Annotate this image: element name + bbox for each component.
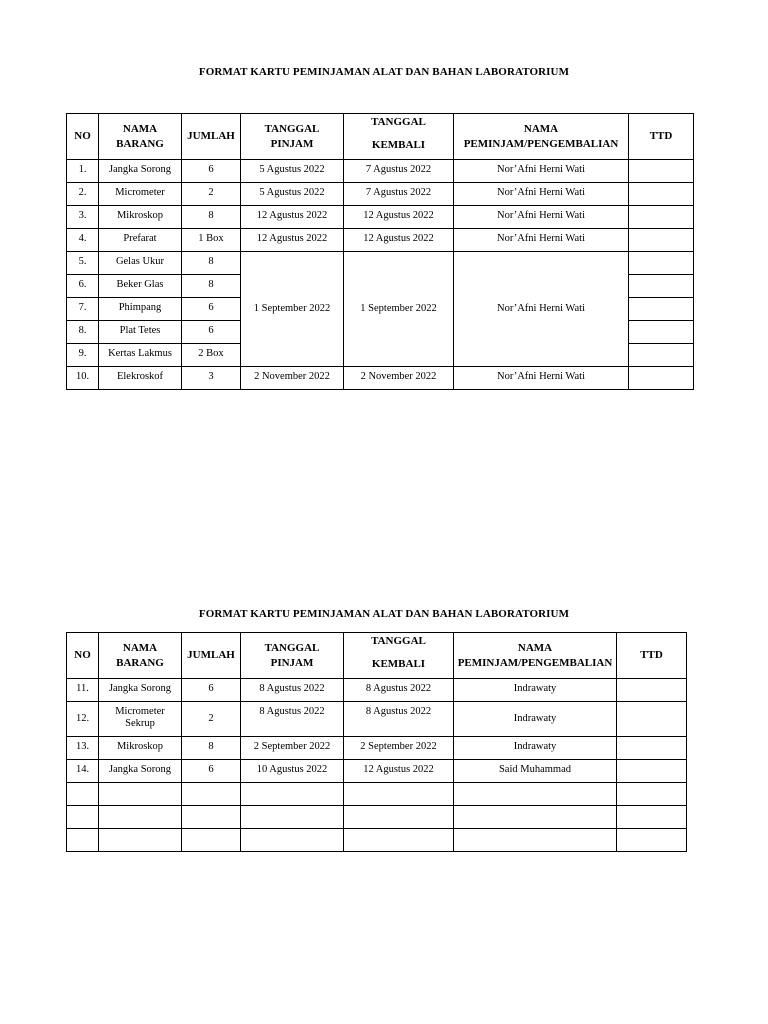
- header-nama-peminjam: NAMA PEMINJAM/PENGEMBALIAN: [454, 114, 629, 160]
- cell-no: 1.: [67, 160, 99, 183]
- header-tanggal-pinjam: TANGGAL PINJAM: [241, 114, 344, 160]
- cell-nama: Indrawaty: [454, 737, 617, 760]
- table-row: [67, 367, 694, 390]
- cell-barang: Beker Glas: [99, 275, 182, 298]
- cell-empty: [344, 829, 454, 852]
- cell-empty: [241, 829, 344, 852]
- header-tanggal-kembali: TANGGAL KEMBALI: [344, 114, 454, 160]
- cell-jumlah: 6: [182, 298, 241, 321]
- cell-nama-merged: Nor’Afni Herni Wati: [454, 252, 629, 367]
- cell-ttd: [617, 737, 687, 760]
- cell-empty: [617, 829, 687, 852]
- cell-pinjam: 8 Agustus 2022: [241, 679, 344, 702]
- cell-no: 8.: [67, 321, 99, 344]
- cell-ttd: [629, 344, 694, 367]
- header-no: NO: [67, 114, 99, 160]
- cell-ttd: [629, 183, 694, 206]
- header-no: NO: [67, 633, 99, 679]
- table-row-empty: [67, 806, 687, 829]
- cell-kembali: 7 Agustus 2022: [344, 183, 454, 206]
- cell-no: 12.: [67, 702, 99, 737]
- cell-nama: Nor’Afni Herni Wati: [454, 206, 629, 229]
- cell-empty: [182, 829, 241, 852]
- cell-empty: [241, 806, 344, 829]
- cell-empty: [99, 829, 182, 852]
- cell-jumlah: 2 Box: [182, 344, 241, 367]
- header-nama-peminjam: NAMA PEMINJAM/PENGEMBALIAN: [454, 633, 617, 679]
- cell-jumlah: 2: [182, 183, 241, 206]
- cell-jumlah: 8: [182, 206, 241, 229]
- table-row: [67, 183, 694, 206]
- cell-ttd: [629, 252, 694, 275]
- cell-barang: Jangka Sorong: [99, 160, 182, 183]
- cell-pinjam: 5 Agustus 2022: [241, 160, 344, 183]
- cell-kembali-merged: 1 September 2022: [344, 252, 454, 367]
- header-tanggal-kembali: TANGGAL KEMBALI: [344, 633, 454, 679]
- cell-empty: [344, 806, 454, 829]
- cell-barang: Phimpang: [99, 298, 182, 321]
- cell-empty: [67, 806, 99, 829]
- cell-nama: Nor’Afni Herni Wati: [454, 160, 629, 183]
- table-row: [67, 160, 694, 183]
- table-row: [67, 679, 687, 702]
- cell-ttd: [617, 679, 687, 702]
- cell-pinjam: 8 Agustus 2022: [241, 702, 344, 737]
- table-row-empty: [67, 783, 687, 806]
- header-jumlah: JUMLAH: [182, 114, 241, 160]
- cell-pinjam-merged: 1 September 2022: [241, 252, 344, 367]
- cell-pinjam: 10 Agustus 2022: [241, 760, 344, 783]
- cell-no: 7.: [67, 298, 99, 321]
- cell-empty: [241, 783, 344, 806]
- header-ttd: TTD: [617, 633, 687, 679]
- cell-empty: [454, 806, 617, 829]
- cell-ttd: [629, 229, 694, 252]
- cell-kembali: 12 Agustus 2022: [344, 206, 454, 229]
- cell-pinjam: 2 September 2022: [241, 737, 344, 760]
- cell-barang: Elekroskof: [99, 367, 182, 390]
- page-title-1: FORMAT KARTU PEMINJAMAN ALAT DAN BAHAN LABORATORIUM: [198, 66, 570, 78]
- cell-jumlah: 6: [182, 679, 241, 702]
- cell-pinjam: 5 Agustus 2022: [241, 183, 344, 206]
- table-row-empty: [67, 829, 687, 852]
- cell-ttd: [629, 321, 694, 344]
- cell-no: 3.: [67, 206, 99, 229]
- cell-no: 6.: [67, 275, 99, 298]
- cell-empty: [99, 783, 182, 806]
- cell-jumlah: 6: [182, 760, 241, 783]
- cell-nama: Nor’Afni Herni Wati: [454, 229, 629, 252]
- cell-barang: Plat Tetes: [99, 321, 182, 344]
- table-row: [67, 737, 687, 760]
- loan-table-2: [66, 632, 687, 852]
- cell-empty: [182, 806, 241, 829]
- cell-empty: [67, 783, 99, 806]
- cell-barang: Micrometer: [99, 183, 182, 206]
- cell-ttd: [629, 206, 694, 229]
- cell-empty: [99, 806, 182, 829]
- cell-pinjam: 12 Agustus 2022: [241, 229, 344, 252]
- cell-jumlah: 3: [182, 367, 241, 390]
- cell-empty: [182, 783, 241, 806]
- cell-barang: Mikroskop: [99, 206, 182, 229]
- header-ttd: TTD: [629, 114, 694, 160]
- table-header-row: [67, 114, 694, 160]
- cell-no: 5.: [67, 252, 99, 275]
- cell-barang: Gelas Ukur: [99, 252, 182, 275]
- cell-jumlah: 1 Box: [182, 229, 241, 252]
- cell-kembali: 8 Agustus 2022: [344, 679, 454, 702]
- cell-ttd: [617, 760, 687, 783]
- cell-barang: Prefarat: [99, 229, 182, 252]
- cell-barang: Mikroskop: [99, 737, 182, 760]
- table-row: [67, 252, 694, 275]
- cell-barang: Kertas Lakmus: [99, 344, 182, 367]
- cell-ttd: [629, 275, 694, 298]
- cell-empty: [344, 783, 454, 806]
- cell-nama: Nor’Afni Herni Wati: [454, 367, 629, 390]
- cell-jumlah: 6: [182, 321, 241, 344]
- cell-pinjam: 2 November 2022: [241, 367, 344, 390]
- cell-empty: [454, 829, 617, 852]
- cell-no: 14.: [67, 760, 99, 783]
- cell-pinjam: 12 Agustus 2022: [241, 206, 344, 229]
- cell-kembali: 7 Agustus 2022: [344, 160, 454, 183]
- cell-ttd: [629, 298, 694, 321]
- table-row: [67, 702, 687, 737]
- cell-empty: [67, 829, 99, 852]
- header-nama-barang: NAMA BARANG: [99, 633, 182, 679]
- cell-no: 4.: [67, 229, 99, 252]
- table-row: [67, 206, 694, 229]
- cell-no: 10.: [67, 367, 99, 390]
- cell-no: 9.: [67, 344, 99, 367]
- cell-nama: Said Muhammad: [454, 760, 617, 783]
- header-jumlah: JUMLAH: [182, 633, 241, 679]
- table-header-row: [67, 633, 687, 679]
- cell-barang: Jangka Sorong: [99, 760, 182, 783]
- cell-no: 2.: [67, 183, 99, 206]
- cell-jumlah: 8: [182, 252, 241, 275]
- cell-jumlah: 2: [182, 702, 241, 737]
- cell-empty: [617, 806, 687, 829]
- cell-ttd: [629, 367, 694, 390]
- cell-kembali: 12 Agustus 2022: [344, 229, 454, 252]
- cell-empty: [454, 783, 617, 806]
- cell-nama: Indrawaty: [454, 702, 617, 737]
- cell-no: 11.: [67, 679, 99, 702]
- cell-kembali: 8 Agustus 2022: [344, 702, 454, 737]
- table-row: [67, 229, 694, 252]
- cell-nama: Indrawaty: [454, 679, 617, 702]
- cell-nama: Nor’Afni Herni Wati: [454, 183, 629, 206]
- cell-ttd: [617, 702, 687, 737]
- cell-empty: [617, 783, 687, 806]
- cell-barang: Micrometer Sekrup: [99, 702, 182, 737]
- cell-jumlah: 6: [182, 160, 241, 183]
- loan-table-1: [66, 113, 694, 390]
- cell-no: 13.: [67, 737, 99, 760]
- header-nama-barang: NAMA BARANG: [99, 114, 182, 160]
- table-row: [67, 760, 687, 783]
- header-tanggal-pinjam: TANGGAL PINJAM: [241, 633, 344, 679]
- cell-kembali: 2 September 2022: [344, 737, 454, 760]
- cell-jumlah: 8: [182, 275, 241, 298]
- cell-kembali: 12 Agustus 2022: [344, 760, 454, 783]
- cell-jumlah: 8: [182, 737, 241, 760]
- page-title-2: FORMAT KARTU PEMINJAMAN ALAT DAN BAHAN LABORATORIUM: [198, 608, 570, 620]
- cell-barang: Jangka Sorong: [99, 679, 182, 702]
- cell-ttd: [629, 160, 694, 183]
- cell-kembali: 2 November 2022: [344, 367, 454, 390]
